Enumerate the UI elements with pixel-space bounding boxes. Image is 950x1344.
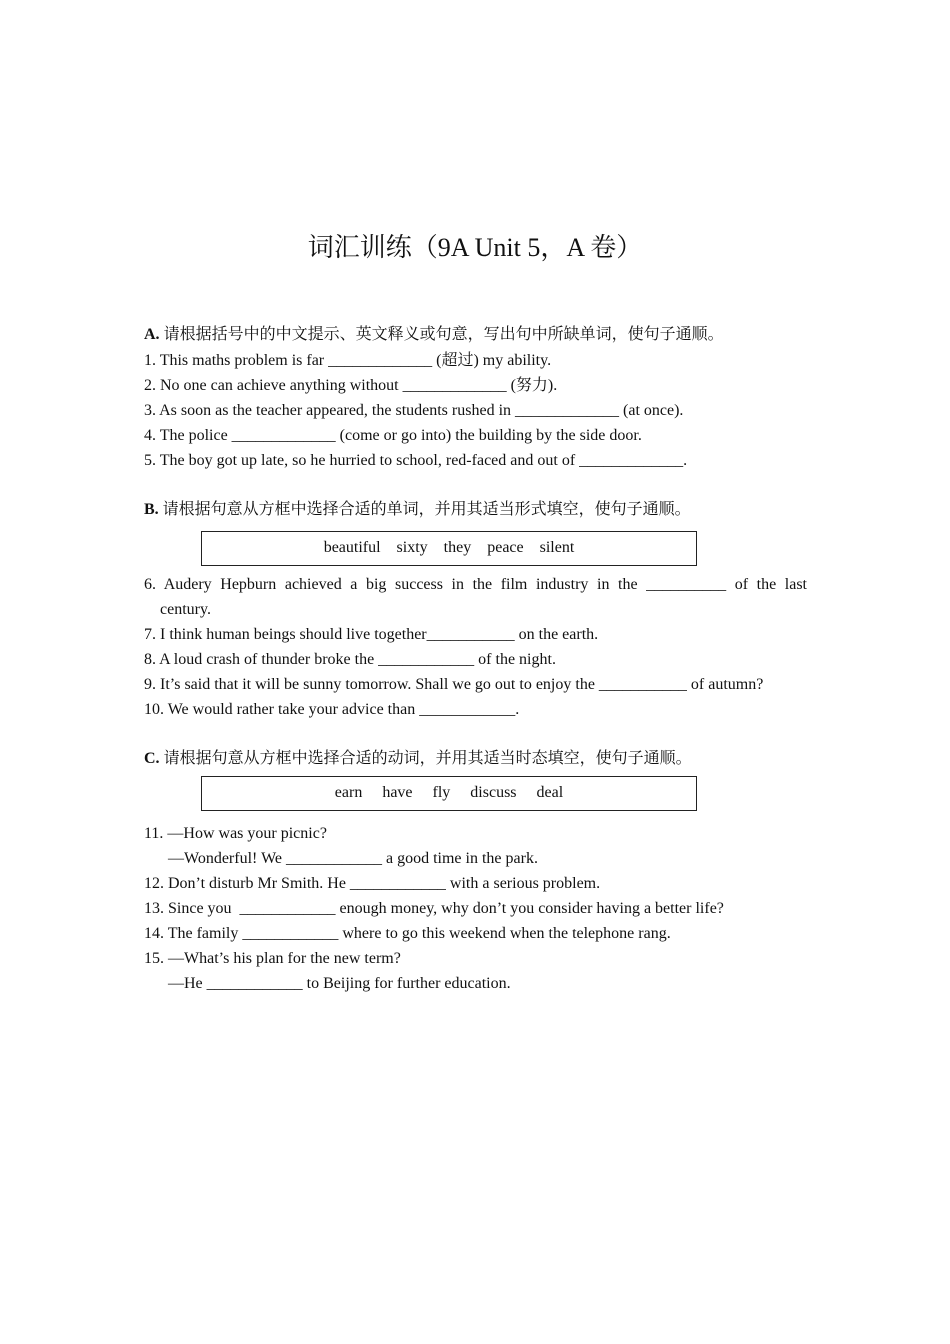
question-2: 2. No one can achieve anything without _____________ (努力). [144,377,558,394]
question-1: 1. This maths problem is far _____________ (超过) my ability. [144,352,552,369]
section-b-heading [144,497,814,522]
question-12: 12. Don’t disturb Mr Smith. He ____________ with a serious problem. [144,875,601,892]
section-c-instruction: 请根据句意从方框中选择合适的动词，并用其适当时态填空，使句子通顺。 [159,750,692,767]
section-c-word-box: earn have fly discuss deal [201,776,697,811]
question-5: 5. The boy got up late, so he hurried to school, red-faced and out of _____________. [144,452,688,469]
question-8: 8. A loud crash of thunder broke the ____________ of the night. [144,651,556,668]
question-9: 9. It’s said that it will be sunny tomorrow. Shall we go out to enjoy the ___________ of autumn? [144,676,764,693]
question-15-answer: —He ____________ to Beijing for further education. [168,975,511,992]
question-7: 7. I think human beings should live together___________ on the earth. [144,626,599,643]
section-a-letter: A. [144,326,160,343]
section-b-word-box: beautiful sixty they peace silent [201,531,697,566]
section-b-letter: B. [144,501,159,518]
question-11: 11. —How was your picnic? [144,825,327,842]
section-a-instruction: 请根据括号中的中文提示、英文释义或句意，写出句中所缺单词，使句子通顺。 [159,326,724,343]
question-15: 15. —What’s his plan for the new term? [144,950,401,967]
question-10: 10. We would rather take your advice than ____________. [144,701,520,718]
section-b-instruction: 请根据句意从方框中选择合适的单词，并用其适当形式填空，使句子通顺。 [158,501,691,518]
question-13: 13. Since you ____________ enough money, why don’t you consider having a better life? [144,900,724,917]
page-title: 词汇训练（9A Unit 5，A 卷） [307,233,643,262]
question-4: 4. The police _____________ (come or go into) the building by the side door. [144,427,642,444]
question-6-continued: century. [160,601,211,618]
question-11-answer: —Wonderful! We ____________ a good time in the park. [168,850,538,867]
question-14: 14. The family ____________ where to go this weekend when the telephone rang. [144,925,671,942]
question-6: 6. Audery Hepburn achieved a big success in the film industry in the __________ of the last [144,576,807,593]
question-3: 3. As soon as the teacher appeared, the students rushed in _____________ (at once). [144,402,684,419]
section-c-heading [144,746,814,771]
section-a-heading [144,322,814,347]
section-c-letter: C. [144,750,160,767]
